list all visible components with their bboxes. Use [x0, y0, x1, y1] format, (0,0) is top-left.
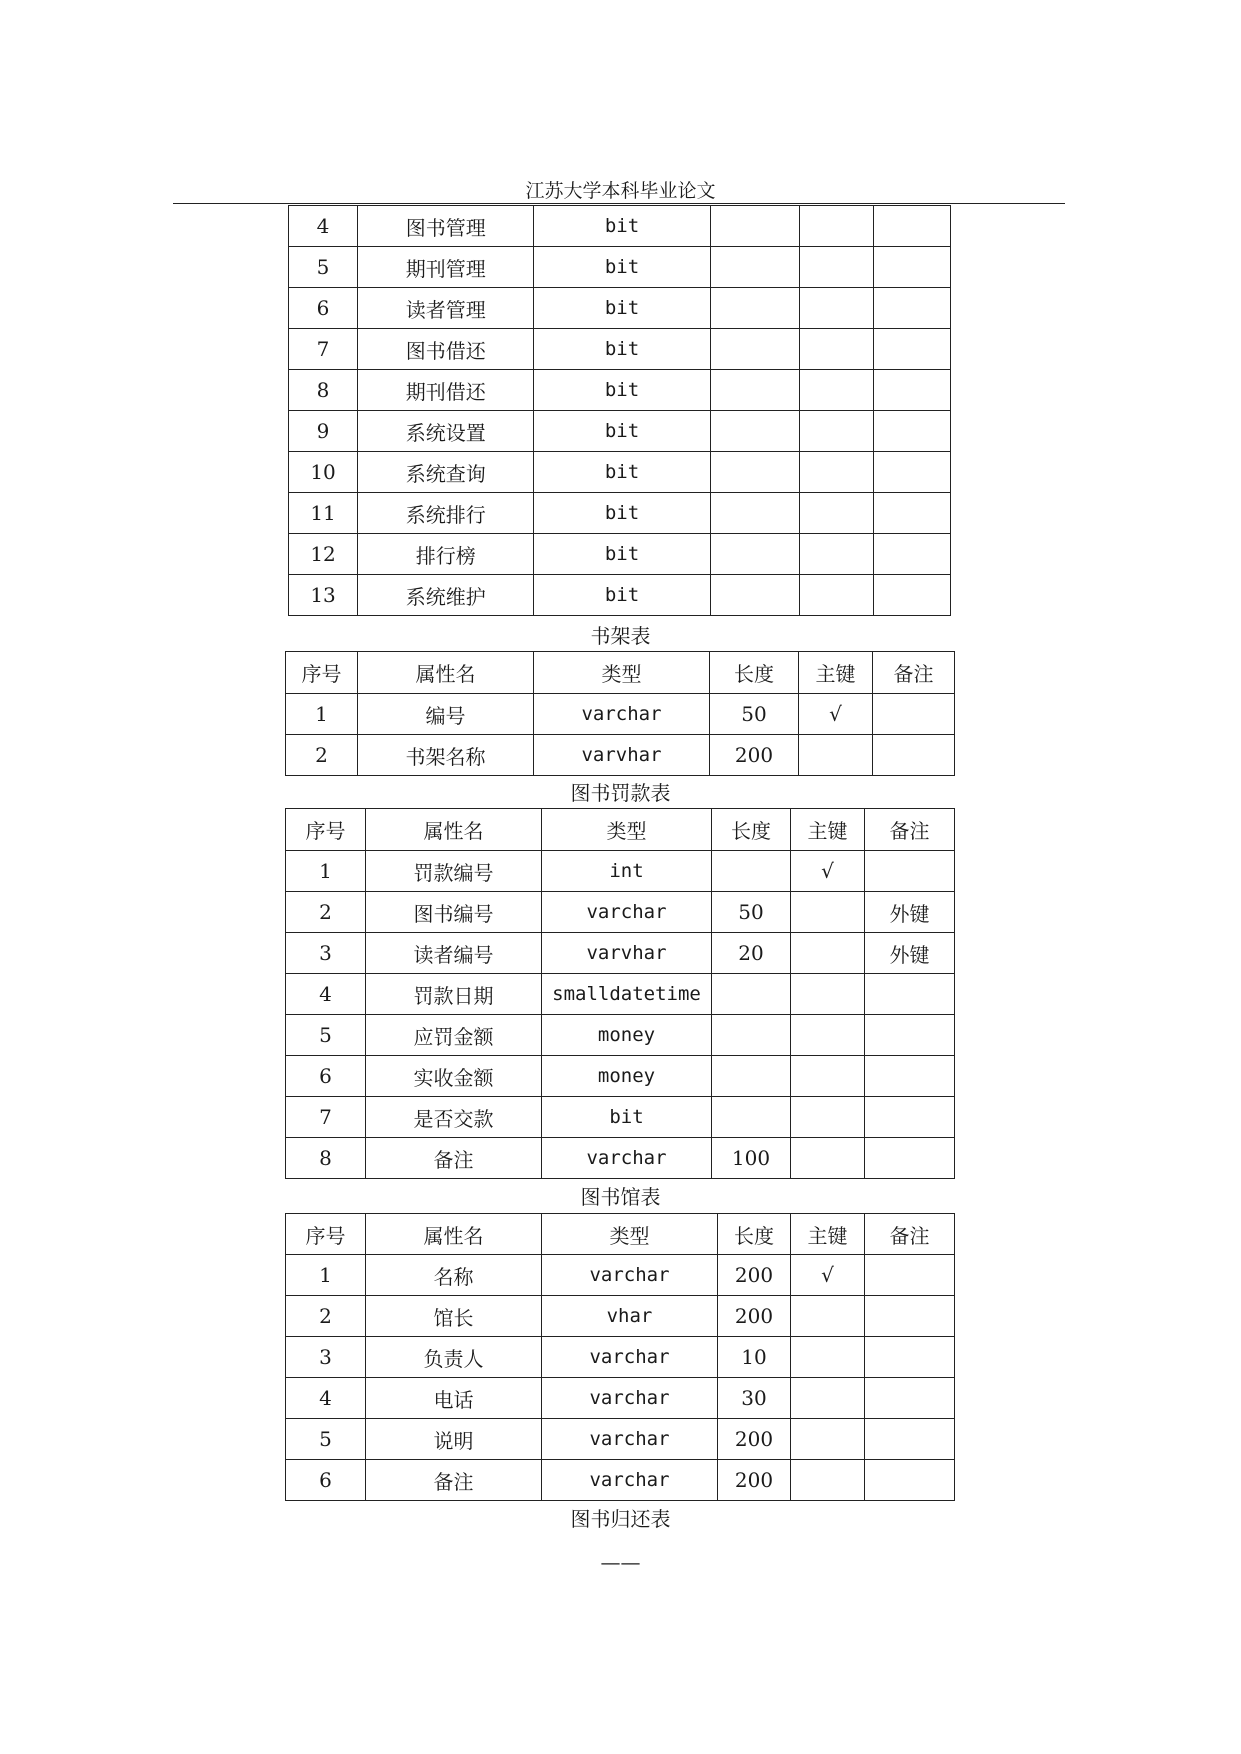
header-cell-remark: 备注 — [865, 1214, 955, 1255]
table-permissions-continued — [288, 205, 951, 616]
cell-primary-key — [799, 493, 873, 534]
cell-length — [712, 1015, 791, 1056]
cell-remark — [865, 1460, 955, 1501]
cell-index: 5 — [286, 1015, 366, 1056]
table-header-row — [286, 652, 955, 694]
cell-length — [710, 329, 799, 370]
cell-type: bit — [534, 575, 710, 616]
cell-type: varchar — [542, 1378, 718, 1419]
header-cell-remark: 备注 — [865, 809, 955, 851]
header-cell-attr-name: 属性名 — [366, 809, 542, 851]
cell-attr-name: 名称 — [366, 1255, 542, 1296]
cell-length — [710, 247, 799, 288]
table-row — [289, 247, 951, 288]
table-row — [286, 1015, 955, 1056]
cell-index: 1 — [286, 851, 366, 892]
cell-attr-name: 馆长 — [366, 1296, 542, 1337]
cell-length: 50 — [710, 694, 799, 735]
cell-attr-name: 备注 — [366, 1460, 542, 1501]
cell-primary-key: √ — [791, 851, 865, 892]
table-row — [286, 851, 955, 892]
table-row — [289, 288, 951, 329]
cell-remark — [865, 1296, 955, 1337]
cell-primary-key — [799, 370, 873, 411]
cell-primary-key — [791, 1296, 865, 1337]
cell-primary-key — [791, 1138, 865, 1179]
cell-remark — [873, 370, 950, 411]
table-row — [286, 1097, 955, 1138]
cell-type: varchar — [534, 694, 710, 735]
cell-attr-name: 系统设置 — [358, 411, 534, 452]
cell-remark: 外键 — [865, 892, 955, 933]
cell-attr-name: 图书管理 — [358, 206, 534, 247]
cell-length — [710, 493, 799, 534]
cell-type: vhar — [542, 1296, 718, 1337]
cell-primary-key — [799, 411, 873, 452]
cell-type: varchar — [542, 1337, 718, 1378]
table-row — [289, 206, 951, 247]
cell-remark — [865, 1419, 955, 1460]
cell-remark — [873, 247, 950, 288]
cell-primary-key — [791, 1015, 865, 1056]
cell-length: 30 — [718, 1378, 791, 1419]
cell-primary-key — [799, 206, 873, 247]
cell-type: smalldatetime — [542, 974, 712, 1015]
cell-remark — [865, 1056, 955, 1097]
cell-index: 9 — [289, 411, 358, 452]
cell-type: bit — [542, 1097, 712, 1138]
cell-index: 13 — [289, 575, 358, 616]
cell-index: 4 — [286, 1378, 366, 1419]
cell-remark — [873, 452, 950, 493]
header-cell-attr-name: 属性名 — [366, 1214, 542, 1255]
cell-primary-key — [791, 1056, 865, 1097]
table-row — [289, 452, 951, 493]
cell-length — [712, 851, 791, 892]
cell-length — [710, 206, 799, 247]
running-header-title: 江苏大学本科毕业论文 — [525, 180, 716, 202]
cell-remark — [873, 206, 950, 247]
table-row — [286, 1337, 955, 1378]
header-cell-primary-key: 主键 — [799, 652, 873, 694]
table-row — [286, 1296, 955, 1337]
header-cell-primary-key: 主键 — [791, 1214, 865, 1255]
cell-attr-name: 系统排行 — [358, 493, 534, 534]
cell-length: 200 — [718, 1296, 791, 1337]
cell-length — [710, 575, 799, 616]
cell-remark — [873, 694, 955, 735]
table-row — [289, 493, 951, 534]
cell-remark — [865, 1337, 955, 1378]
cell-primary-key — [791, 1097, 865, 1138]
table-row — [286, 1460, 955, 1501]
cell-primary-key: √ — [791, 1255, 865, 1296]
cell-attr-name: 罚款编号 — [366, 851, 542, 892]
header-cell-length: 长度 — [712, 809, 791, 851]
cell-type: bit — [534, 206, 710, 247]
table-row — [286, 892, 955, 933]
cell-type: bit — [534, 534, 710, 575]
cell-primary-key: √ — [799, 694, 873, 735]
cell-remark — [865, 1255, 955, 1296]
cell-primary-key — [791, 1419, 865, 1460]
table-row — [286, 1138, 955, 1179]
cell-length: 200 — [718, 1255, 791, 1296]
caption-fine-table: 图书罚款表 — [570, 781, 671, 805]
table-row — [286, 933, 955, 974]
cell-type: money — [542, 1056, 712, 1097]
cell-attr-name: 应罚金额 — [366, 1015, 542, 1056]
cell-length: 200 — [718, 1419, 791, 1460]
cell-index: 1 — [286, 1255, 366, 1296]
cell-attr-name: 图书编号 — [366, 892, 542, 933]
cell-attr-name: 是否交款 — [366, 1097, 542, 1138]
cell-index: 6 — [289, 288, 358, 329]
cell-index: 7 — [289, 329, 358, 370]
table-row — [289, 329, 951, 370]
cell-attr-name: 期刊管理 — [358, 247, 534, 288]
cell-type: varchar — [542, 1255, 718, 1296]
cell-index: 6 — [286, 1460, 366, 1501]
cell-length: 100 — [712, 1138, 791, 1179]
cell-type: varchar — [542, 1419, 718, 1460]
cell-primary-key — [799, 247, 873, 288]
table-row — [286, 1255, 955, 1296]
cell-length — [710, 452, 799, 493]
cell-index: 11 — [289, 493, 358, 534]
header-cell-primary-key: 主键 — [791, 809, 865, 851]
header-cell-type: 类型 — [542, 809, 712, 851]
table-library — [285, 1213, 955, 1501]
cell-primary-key — [791, 974, 865, 1015]
cell-primary-key — [799, 329, 873, 370]
cell-type: varvhar — [534, 735, 710, 776]
cell-primary-key — [791, 1337, 865, 1378]
header-cell-remark: 备注 — [873, 652, 955, 694]
cell-index: 4 — [286, 974, 366, 1015]
cell-attr-name: 编号 — [358, 694, 534, 735]
cell-attr-name: 实收金额 — [366, 1056, 542, 1097]
cell-attr-name: 书架名称 — [358, 735, 534, 776]
cell-index: 10 — [289, 452, 358, 493]
cell-remark — [873, 329, 950, 370]
cell-index: 8 — [286, 1138, 366, 1179]
table-row — [286, 1056, 955, 1097]
cell-remark — [865, 1138, 955, 1179]
cell-index: 2 — [286, 892, 366, 933]
caption-shelf-table: 书架表 — [590, 624, 651, 648]
page-footer-mark: —— — [600, 1550, 641, 1574]
cell-remark — [873, 735, 955, 776]
header-cell-index: 序号 — [286, 652, 358, 694]
header-cell-index: 序号 — [286, 1214, 366, 1255]
cell-index: 12 — [289, 534, 358, 575]
header-rule — [173, 203, 1065, 204]
header-cell-type: 类型 — [534, 652, 710, 694]
cell-primary-key — [791, 1378, 865, 1419]
cell-type: varchar — [542, 1460, 718, 1501]
cell-type: money — [542, 1015, 712, 1056]
header-cell-length: 长度 — [718, 1214, 791, 1255]
table-row — [286, 1378, 955, 1419]
cell-type: bit — [534, 411, 710, 452]
cell-type: varchar — [542, 892, 712, 933]
cell-length: 200 — [718, 1460, 791, 1501]
cell-remark: 外键 — [865, 933, 955, 974]
cell-primary-key — [791, 1460, 865, 1501]
cell-remark — [873, 575, 950, 616]
cell-type: bit — [534, 370, 710, 411]
cell-length — [712, 1056, 791, 1097]
table-row — [289, 534, 951, 575]
cell-length: 50 — [712, 892, 791, 933]
cell-length — [710, 411, 799, 452]
cell-primary-key — [791, 933, 865, 974]
cell-length — [710, 370, 799, 411]
header-cell-index: 序号 — [286, 809, 366, 851]
table-row — [286, 974, 955, 1015]
cell-remark — [865, 1378, 955, 1419]
cell-remark — [873, 534, 950, 575]
cell-attr-name: 说明 — [366, 1419, 542, 1460]
cell-remark — [865, 1015, 955, 1056]
table-header-row — [286, 1214, 955, 1255]
cell-type: bit — [534, 288, 710, 329]
cell-attr-name: 读者管理 — [358, 288, 534, 329]
table-row — [289, 575, 951, 616]
table-header-row — [286, 809, 955, 851]
cell-length: 10 — [718, 1337, 791, 1378]
cell-type: varvhar — [542, 933, 712, 974]
cell-length — [710, 534, 799, 575]
cell-index: 5 — [286, 1419, 366, 1460]
cell-index: 7 — [286, 1097, 366, 1138]
header-cell-attr-name: 属性名 — [358, 652, 534, 694]
cell-length: 200 — [710, 735, 799, 776]
cell-attr-name: 系统查询 — [358, 452, 534, 493]
header-cell-length: 长度 — [710, 652, 799, 694]
cell-type: bit — [534, 493, 710, 534]
cell-index: 6 — [286, 1056, 366, 1097]
cell-attr-name: 读者编号 — [366, 933, 542, 974]
cell-index: 1 — [286, 694, 358, 735]
cell-primary-key — [799, 288, 873, 329]
caption-return-table: 图书归还表 — [570, 1507, 671, 1531]
cell-primary-key — [799, 534, 873, 575]
cell-attr-name: 电话 — [366, 1378, 542, 1419]
table-row — [286, 1419, 955, 1460]
cell-type: varchar — [542, 1138, 712, 1179]
cell-primary-key — [791, 892, 865, 933]
cell-index: 2 — [286, 735, 358, 776]
table-shelf — [285, 651, 955, 776]
table-row — [289, 370, 951, 411]
table-fine — [285, 808, 955, 1179]
cell-index: 3 — [286, 933, 366, 974]
cell-length — [710, 288, 799, 329]
cell-primary-key — [799, 575, 873, 616]
cell-remark — [873, 411, 950, 452]
table-row — [286, 694, 955, 735]
cell-type: bit — [534, 329, 710, 370]
cell-index: 3 — [286, 1337, 366, 1378]
cell-length: 20 — [712, 933, 791, 974]
cell-type: bit — [534, 452, 710, 493]
cell-type: bit — [534, 247, 710, 288]
cell-attr-name: 备注 — [366, 1138, 542, 1179]
caption-library-table: 图书馆表 — [580, 1185, 661, 1209]
table-row — [286, 735, 955, 776]
cell-attr-name: 期刊借还 — [358, 370, 534, 411]
cell-remark — [865, 851, 955, 892]
cell-length — [712, 974, 791, 1015]
cell-remark — [873, 288, 950, 329]
cell-index: 4 — [289, 206, 358, 247]
cell-primary-key — [799, 735, 873, 776]
cell-attr-name: 负责人 — [366, 1337, 542, 1378]
cell-remark — [873, 493, 950, 534]
cell-attr-name: 排行榜 — [358, 534, 534, 575]
cell-index: 5 — [289, 247, 358, 288]
cell-type: int — [542, 851, 712, 892]
cell-remark — [865, 1097, 955, 1138]
cell-attr-name: 罚款日期 — [366, 974, 542, 1015]
cell-length — [712, 1097, 791, 1138]
cell-index: 8 — [289, 370, 358, 411]
cell-remark — [865, 974, 955, 1015]
table-row — [289, 411, 951, 452]
cell-primary-key — [799, 452, 873, 493]
header-cell-type: 类型 — [542, 1214, 718, 1255]
cell-attr-name: 系统维护 — [358, 575, 534, 616]
cell-index: 2 — [286, 1296, 366, 1337]
cell-attr-name: 图书借还 — [358, 329, 534, 370]
